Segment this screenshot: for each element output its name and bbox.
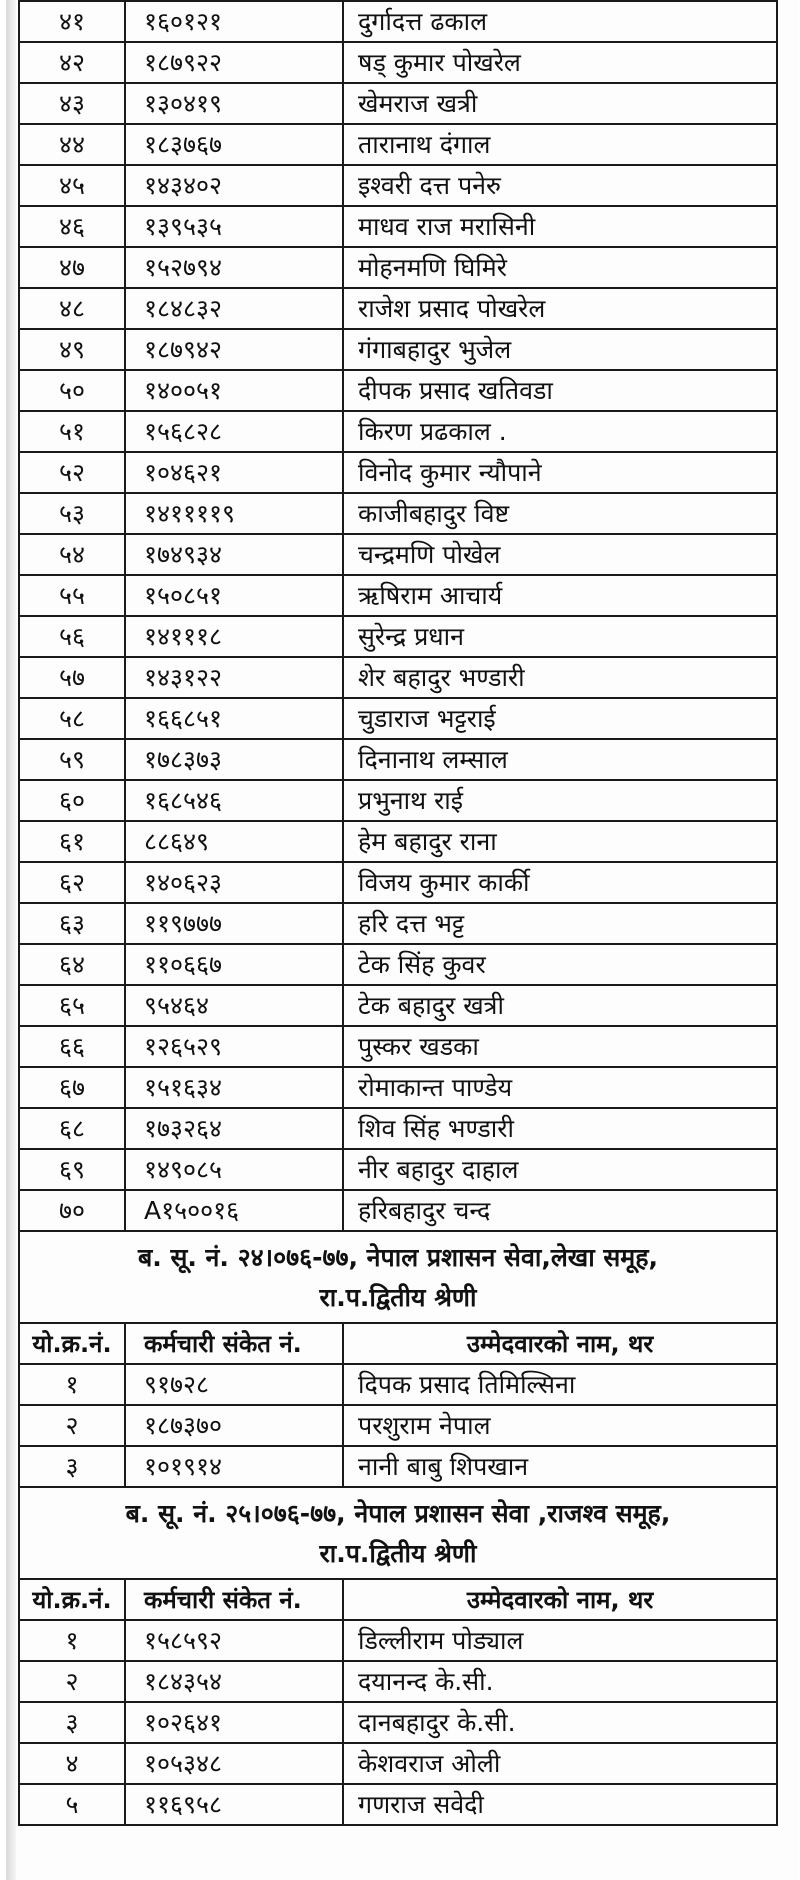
employee-code-cell: A१५००१६ xyxy=(125,1190,343,1231)
header-serial-number: यो.क्र.नं. xyxy=(19,1579,125,1620)
serial-number-cell: ४६ xyxy=(19,206,125,247)
serial-number-cell: ४२ xyxy=(19,42,125,83)
serial-number-cell: ३ xyxy=(19,1702,125,1743)
candidate-name-cell: शिव सिंह भण्डारी xyxy=(343,1108,777,1149)
header-employee-code: कर्मचारी संकेत नं. xyxy=(125,1323,343,1364)
candidate-name-cell: चुडाराज भट्टराई xyxy=(343,698,777,739)
employee-code-cell: १८७९२२ xyxy=(125,42,343,83)
serial-number-cell: ६६ xyxy=(19,1026,125,1067)
table-row xyxy=(19,42,777,83)
candidate-name-cell: काजीबहादुर विष्ट xyxy=(343,493,777,534)
employee-code-cell: १६६८५१ xyxy=(125,698,343,739)
table-row xyxy=(19,493,777,534)
serial-number-cell: ६० xyxy=(19,780,125,821)
candidate-name-cell: खेमराज खत्री xyxy=(343,83,777,124)
table-row xyxy=(19,165,777,206)
employee-code-cell: १४११११९ xyxy=(125,493,343,534)
employee-code-cell: १२६५२९ xyxy=(125,1026,343,1067)
table-row xyxy=(19,247,777,288)
serial-number-cell: ४ xyxy=(19,1743,125,1784)
section-heading-line1: ब. सू. नं. २४।०७६-७७, नेपाल प्रशासन सेवा,लेखा समूह, xyxy=(137,1243,659,1272)
employee-code-cell: १५१६३४ xyxy=(125,1067,343,1108)
serial-number-cell: २ xyxy=(19,1661,125,1702)
employee-code-cell: १८४८३२ xyxy=(125,288,343,329)
table-row xyxy=(19,698,777,739)
serial-number-cell: ५८ xyxy=(19,698,125,739)
header-employee-code: कर्मचारी संकेत नं. xyxy=(125,1579,343,1620)
serial-number-cell: ५९ xyxy=(19,739,125,780)
employee-code-cell: १०५३४८ xyxy=(125,1743,343,1784)
candidate-name-cell: शेर बहादुर भण्डारी xyxy=(343,657,777,698)
results-sheet xyxy=(18,0,778,1826)
serial-number-cell: ५४ xyxy=(19,534,125,575)
table-row xyxy=(19,575,777,616)
candidate-name-cell: ऋषिराम आचार्य xyxy=(343,575,777,616)
serial-number-cell: ४७ xyxy=(19,247,125,288)
candidate-table-accounts xyxy=(18,1322,778,1488)
serial-number-cell: १ xyxy=(19,1620,125,1661)
employee-code-cell: १५०८५१ xyxy=(125,575,343,616)
employee-code-cell: १४०६२३ xyxy=(125,862,343,903)
candidate-name-cell: मोहनमणि घिमिरे xyxy=(343,247,777,288)
employee-code-cell: १८७९४२ xyxy=(125,329,343,370)
table-row xyxy=(19,370,777,411)
candidate-name-cell: गंगाबहादुर भुजेल xyxy=(343,329,777,370)
serial-number-cell: ५२ xyxy=(19,452,125,493)
table-header-row xyxy=(19,1323,777,1364)
candidate-name-cell: चन्द्रमणि पोखेल xyxy=(343,534,777,575)
serial-number-cell: ४१ xyxy=(19,1,125,42)
header-candidate-name: उम्मेदवारको नाम, थर xyxy=(343,1323,777,1364)
table-row xyxy=(19,903,777,944)
employee-code-cell: ११६९५८ xyxy=(125,1784,343,1825)
candidate-name-cell: गणराज सवेदी xyxy=(343,1784,777,1825)
table-row xyxy=(19,411,777,452)
serial-number-cell: ४५ xyxy=(19,165,125,206)
serial-number-cell: ६१ xyxy=(19,821,125,862)
table-row xyxy=(19,329,777,370)
employee-code-cell: १४९०८५ xyxy=(125,1149,343,1190)
table-row xyxy=(19,985,777,1026)
serial-number-cell: ४३ xyxy=(19,83,125,124)
serial-number-cell: ६९ xyxy=(19,1149,125,1190)
header-candidate-name: उम्मेदवारको नाम, थर xyxy=(343,1579,777,1620)
serial-number-cell: ५३ xyxy=(19,493,125,534)
employee-code-cell: १६०१२१ xyxy=(125,1,343,42)
table-row xyxy=(19,780,777,821)
section-heading-accounts xyxy=(18,1232,778,1322)
employee-code-cell: १५२७९४ xyxy=(125,247,343,288)
serial-number-cell: ५० xyxy=(19,370,125,411)
table-row xyxy=(19,739,777,780)
employee-code-cell: १५६८२८ xyxy=(125,411,343,452)
candidate-name-cell: हेम बहादुर राना xyxy=(343,821,777,862)
table-row xyxy=(19,657,777,698)
table-row xyxy=(19,1026,777,1067)
candidate-name-cell: इश्वरी दत्त पनेरु xyxy=(343,165,777,206)
employee-code-cell: १४१११८ xyxy=(125,616,343,657)
candidate-name-cell: दानबहादुर के.सी. xyxy=(343,1702,777,1743)
section-heading-line2: रा.प.द्वितीय श्रेणी xyxy=(319,1283,477,1312)
employee-code-cell: १०४६२१ xyxy=(125,452,343,493)
candidate-name-cell: दीपक प्रसाद खतिवडा xyxy=(343,370,777,411)
candidate-name-cell: राजेश प्रसाद पोखरेल xyxy=(343,288,777,329)
candidate-name-cell: केशवराज ओली xyxy=(343,1743,777,1784)
candidate-name-cell: नानी बाबु शिपखान xyxy=(343,1446,777,1487)
serial-number-cell: ४९ xyxy=(19,329,125,370)
employee-code-cell: १७४९३४ xyxy=(125,534,343,575)
serial-number-cell: ६८ xyxy=(19,1108,125,1149)
serial-number-cell: ५५ xyxy=(19,575,125,616)
employee-code-cell: ९५४६४ xyxy=(125,985,343,1026)
table-row xyxy=(19,1067,777,1108)
serial-number-cell: ६७ xyxy=(19,1067,125,1108)
candidate-name-cell: हरि दत्त भट्ट xyxy=(343,903,777,944)
employee-code-cell: १७३२६४ xyxy=(125,1108,343,1149)
employee-code-cell: ८८६४९ xyxy=(125,821,343,862)
serial-number-cell: ५६ xyxy=(19,616,125,657)
serial-number-cell: ३ xyxy=(19,1446,125,1487)
section-heading-line2: रा.प.द्वितीय श्रेणी xyxy=(319,1539,477,1568)
table-row xyxy=(19,821,777,862)
serial-number-cell: ६२ xyxy=(19,862,125,903)
table-row xyxy=(19,1702,777,1743)
candidate-name-cell: माधव राज मरासिनी xyxy=(343,206,777,247)
candidate-name-cell: दिनानाथ लम्साल xyxy=(343,739,777,780)
employee-code-cell: १७८३७३ xyxy=(125,739,343,780)
serial-number-cell: ६३ xyxy=(19,903,125,944)
candidate-name-cell: दयानन्द के.सी. xyxy=(343,1661,777,1702)
serial-number-cell: ७० xyxy=(19,1190,125,1231)
table-row xyxy=(19,1661,777,1702)
candidate-name-cell: टेक सिंह कुवर xyxy=(343,944,777,985)
candidate-name-cell: नीर बहादुर दाहाल xyxy=(343,1149,777,1190)
employee-code-cell: १६८५४६ xyxy=(125,780,343,821)
table-row xyxy=(19,206,777,247)
table-row xyxy=(19,1,777,42)
header-serial-number: यो.क्र.नं. xyxy=(19,1323,125,1364)
table-row xyxy=(19,862,777,903)
table-row xyxy=(19,1743,777,1784)
employee-code-cell: ११०६६७ xyxy=(125,944,343,985)
section-heading-revenue xyxy=(18,1488,778,1578)
candidate-name-cell: परशुराम नेपाल xyxy=(343,1405,777,1446)
table-row xyxy=(19,1620,777,1661)
employee-code-cell: १८४३५४ xyxy=(125,1661,343,1702)
table-row xyxy=(19,1190,777,1231)
candidate-name-cell: रोमाकान्त पाण्डेय xyxy=(343,1067,777,1108)
table-row xyxy=(19,452,777,493)
candidate-name-cell: दुर्गादत्त ढकाल xyxy=(343,1,777,42)
serial-number-cell: ५७ xyxy=(19,657,125,698)
candidate-name-cell: पुस्कर खडका xyxy=(343,1026,777,1067)
employee-code-cell: १८३७६७ xyxy=(125,124,343,165)
table-row xyxy=(19,288,777,329)
candidate-table-revenue xyxy=(18,1578,778,1826)
employee-code-cell: १३०४१९ xyxy=(125,83,343,124)
employee-code-cell: ९१७२८ xyxy=(125,1364,343,1405)
serial-number-cell: २ xyxy=(19,1405,125,1446)
candidate-name-cell: तारानाथ दंगाल xyxy=(343,124,777,165)
section-heading-line1: ब. सू. नं. २५।०७६-७७, नेपाल प्रशासन सेवा ,राजश्व समूह, xyxy=(125,1499,671,1528)
table-row xyxy=(19,83,777,124)
document-page xyxy=(6,0,798,1880)
table-row xyxy=(19,534,777,575)
table-row xyxy=(19,1446,777,1487)
serial-number-cell: १ xyxy=(19,1364,125,1405)
candidate-name-cell: हरिबहादुर चन्द xyxy=(343,1190,777,1231)
table-row xyxy=(19,1364,777,1405)
employee-code-cell: ११९७७७ xyxy=(125,903,343,944)
table-row xyxy=(19,1149,777,1190)
candidate-name-cell: किरण प्रढकाल . xyxy=(343,411,777,452)
employee-code-cell: १०२६४१ xyxy=(125,1702,343,1743)
employee-code-cell: १०१९१४ xyxy=(125,1446,343,1487)
employee-code-cell: १४३१२२ xyxy=(125,657,343,698)
table-header-row xyxy=(19,1579,777,1620)
candidate-name-cell: विनोद कुमार न्यौपाने xyxy=(343,452,777,493)
table-row xyxy=(19,944,777,985)
table-row xyxy=(19,616,777,657)
serial-number-cell: ५ xyxy=(19,1784,125,1825)
candidate-table-main xyxy=(18,0,778,1232)
serial-number-cell: ६४ xyxy=(19,944,125,985)
table-row xyxy=(19,1108,777,1149)
candidate-name-cell: दिपक प्रसाद तिमिल्सिना xyxy=(343,1364,777,1405)
candidate-name-cell: विजय कुमार कार्की xyxy=(343,862,777,903)
table-row xyxy=(19,1405,777,1446)
serial-number-cell: ६५ xyxy=(19,985,125,1026)
serial-number-cell: ४८ xyxy=(19,288,125,329)
employee-code-cell: १३९५३५ xyxy=(125,206,343,247)
employee-code-cell: १८७३७० xyxy=(125,1405,343,1446)
candidate-name-cell: षड् कुमार पोखरेल xyxy=(343,42,777,83)
table-row xyxy=(19,124,777,165)
candidate-name-cell: डिल्लीराम पोड्याल xyxy=(343,1620,777,1661)
candidate-name-cell: टेक बहादुर खत्री xyxy=(343,985,777,1026)
serial-number-cell: ५१ xyxy=(19,411,125,452)
employee-code-cell: १४३४०२ xyxy=(125,165,343,206)
candidate-name-cell: प्रभुनाथ राई xyxy=(343,780,777,821)
candidate-name-cell: सुरेन्द्र प्रधान xyxy=(343,616,777,657)
employee-code-cell: १४००५१ xyxy=(125,370,343,411)
table-row xyxy=(19,1784,777,1825)
employee-code-cell: १५८५९२ xyxy=(125,1620,343,1661)
serial-number-cell: ४४ xyxy=(19,124,125,165)
